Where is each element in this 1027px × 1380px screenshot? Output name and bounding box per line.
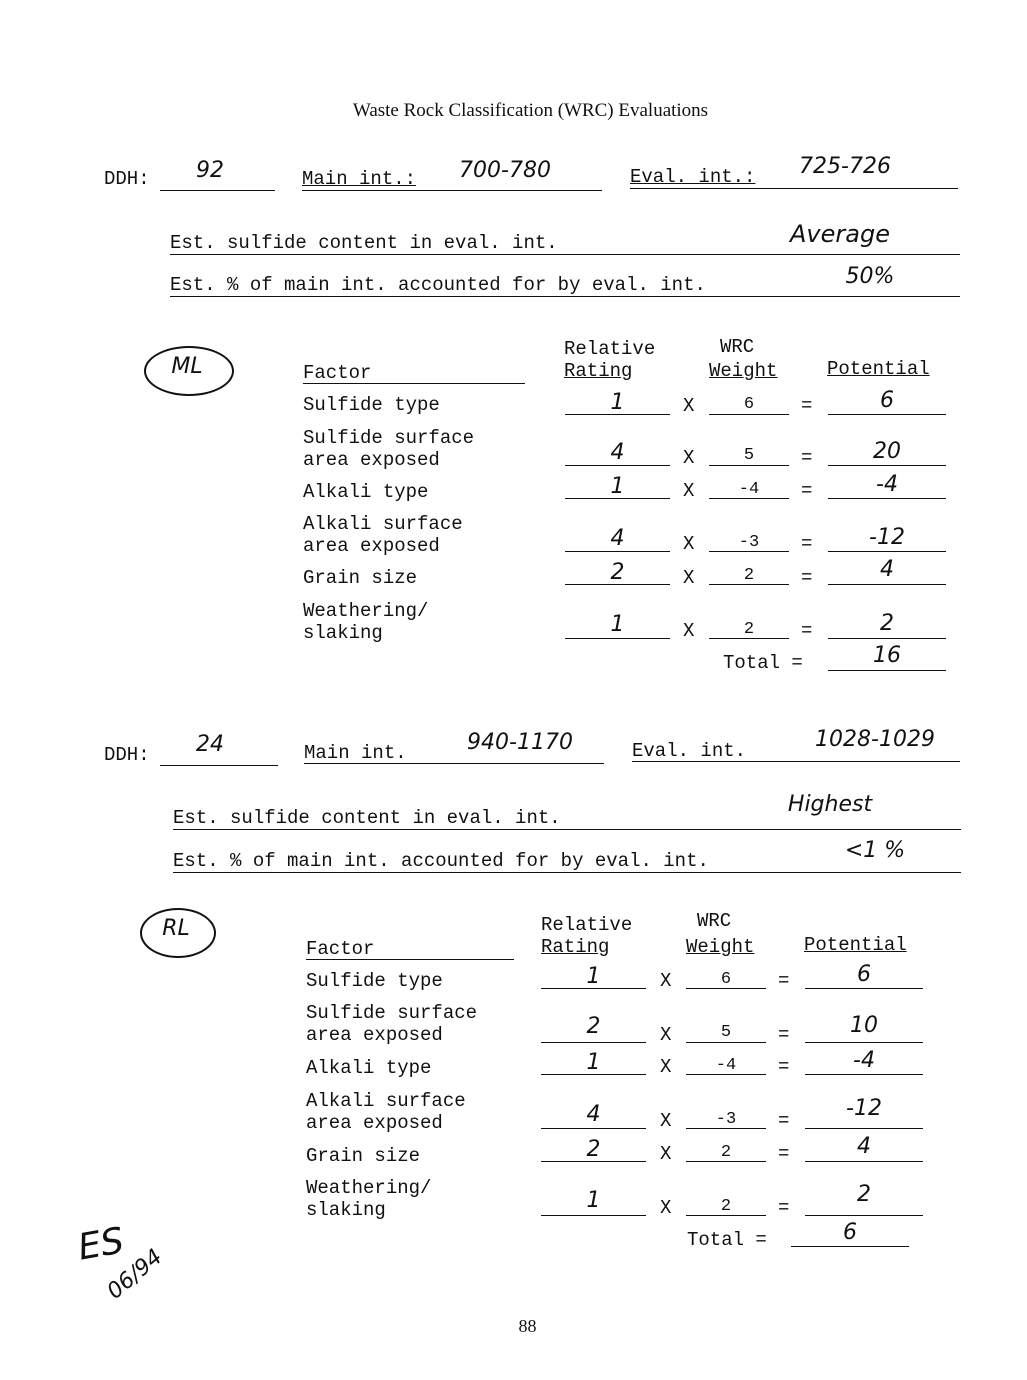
factor-sulfide-surface: Sulfide surface: [306, 1002, 478, 1024]
pct-main-label: Est. % of main int. accounted for by eval. int.: [170, 274, 706, 296]
total-value: 16: [873, 643, 901, 668]
sulfide-content-value: Highest: [787, 792, 873, 817]
eval-int-value: 1028-1029: [815, 727, 935, 752]
multiply-sign: X: [683, 395, 695, 417]
factor-weathering: Weathering/: [303, 600, 429, 622]
potential-heading: Potential: [827, 358, 930, 380]
rating-value: 1: [610, 390, 625, 415]
potential-value: -4: [853, 1048, 875, 1073]
multiply-sign: X: [660, 1143, 672, 1165]
equals-sign: =: [801, 480, 813, 502]
weight-heading: Weight: [709, 360, 778, 382]
sulfide-content-label: Est. sulfide content in eval. int.: [170, 232, 558, 254]
potential-value: 4: [880, 557, 894, 582]
weight-value: -3: [738, 533, 760, 552]
initials-mark: ES: [74, 1220, 128, 1269]
potential-value: -4: [876, 472, 898, 497]
equals-sign: =: [801, 567, 813, 589]
eval-int-label: Eval. int.: [632, 740, 747, 762]
multiply-sign: X: [683, 447, 695, 469]
page-title: Waste Rock Classification (WRC) Evaluations: [352, 100, 709, 121]
rating-value: 2: [610, 560, 625, 585]
weight-value: -3: [715, 1110, 737, 1129]
weight-value: 2: [743, 620, 755, 639]
multiply-sign: X: [683, 620, 695, 642]
pct-main-value: 50%: [845, 264, 895, 289]
wrc-heading: WRC: [697, 910, 732, 932]
relative-heading: Relative: [541, 914, 633, 936]
potential-value: -12: [869, 525, 905, 550]
rating-value: 1: [610, 612, 625, 637]
weight-value: -4: [715, 1056, 737, 1075]
potential-value: 10: [850, 1013, 878, 1038]
rating-value: 2: [586, 1014, 601, 1039]
weight-value: 2: [720, 1197, 732, 1216]
rating-value: 1: [586, 1188, 601, 1213]
eval-int-value: 725-726: [799, 154, 891, 179]
wrc-heading: WRC: [720, 336, 755, 358]
pct-main-label: Est. % of main int. accounted for by eval. int.: [173, 850, 709, 872]
factor-weathering-line2: slaking: [303, 622, 383, 644]
potential-heading: Potential: [804, 934, 907, 956]
factor-weathering: Weathering/: [306, 1177, 432, 1199]
total-value: 6: [843, 1220, 857, 1245]
potential-value: 2: [880, 611, 894, 636]
weight-value: 2: [720, 1143, 732, 1162]
potential-value: 2: [857, 1182, 871, 1207]
factor-heading: Factor: [306, 938, 375, 960]
total-label: Total =: [723, 652, 803, 674]
rating-value: 2: [586, 1137, 601, 1162]
equals-sign: =: [801, 533, 813, 555]
factor-alkali-type: Alkali type: [303, 481, 429, 503]
equals-sign: =: [778, 1197, 790, 1219]
main-int-label: Main int.: [304, 742, 407, 764]
multiply-sign: X: [660, 1197, 672, 1219]
multiply-sign: X: [660, 1110, 672, 1132]
class-mark: ML: [171, 354, 203, 379]
main-int-value: 700-780: [459, 158, 551, 183]
rating-value: 1: [586, 1050, 601, 1075]
rating-value: 4: [610, 440, 625, 465]
factor-sulfide-surface-line2: area exposed: [306, 1024, 443, 1046]
equals-sign: =: [801, 447, 813, 469]
pct-main-value: <1 %: [844, 838, 906, 863]
equals-sign: =: [778, 1056, 790, 1078]
factor-sulfide-type: Sulfide type: [306, 970, 443, 992]
factor-grain-size: Grain size: [306, 1145, 421, 1167]
weight-value: 2: [743, 566, 755, 585]
factor-alkali-surface-line2: area exposed: [306, 1112, 443, 1134]
rating-heading: Rating: [564, 360, 633, 382]
rating-value: 4: [586, 1102, 601, 1127]
potential-value: 6: [880, 388, 894, 413]
initials-date: 06/94: [102, 1244, 168, 1305]
factor-alkali-surface-line2: area exposed: [303, 535, 440, 557]
ddh-label: DDH:: [104, 168, 150, 190]
weight-value: 6: [720, 970, 732, 989]
factor-grain-size: Grain size: [303, 567, 418, 589]
equals-sign: =: [778, 1110, 790, 1132]
rating-heading: Rating: [541, 936, 610, 958]
potential-value: 20: [873, 439, 901, 464]
sulfide-content-label: Est. sulfide content in eval. int.: [173, 807, 561, 829]
weight-value: 5: [720, 1023, 732, 1042]
equals-sign: =: [801, 395, 813, 417]
factor-sulfide-surface-line2: area exposed: [303, 449, 440, 471]
total-label: Total =: [687, 1229, 767, 1251]
eval-int-label: Eval. int.:: [630, 166, 756, 188]
potential-value: 4: [857, 1134, 871, 1159]
weight-value: -4: [738, 480, 760, 499]
potential-value: 6: [857, 962, 871, 987]
rating-value: 1: [610, 474, 625, 499]
sulfide-content-value: Average: [790, 220, 890, 248]
ddh-value: 92: [196, 158, 224, 183]
rating-value: 4: [610, 526, 625, 551]
equals-sign: =: [778, 1024, 790, 1046]
relative-heading: Relative: [564, 338, 656, 360]
equals-sign: =: [778, 970, 790, 992]
equals-sign: =: [778, 1143, 790, 1165]
factor-heading: Factor: [303, 362, 372, 384]
weight-heading: Weight: [686, 936, 755, 958]
page-number: 88: [518, 1316, 537, 1336]
multiply-sign: X: [660, 970, 672, 992]
multiply-sign: X: [683, 567, 695, 589]
multiply-sign: X: [683, 533, 695, 555]
main-int-label: Main int.:: [302, 168, 417, 190]
weight-value: 5: [743, 446, 755, 465]
factor-weathering-line2: slaking: [306, 1199, 386, 1221]
factor-alkali-surface: Alkali surface: [303, 513, 463, 535]
multiply-sign: X: [660, 1056, 672, 1078]
factor-sulfide-type: Sulfide type: [303, 394, 440, 416]
main-int-value: 940-1170: [467, 730, 573, 755]
ddh-value: 24: [196, 732, 224, 757]
multiply-sign: X: [683, 480, 695, 502]
factor-alkali-surface: Alkali surface: [306, 1090, 466, 1112]
equals-sign: =: [801, 620, 813, 642]
multiply-sign: X: [660, 1024, 672, 1046]
weight-value: 6: [743, 395, 755, 414]
class-mark: RL: [162, 916, 190, 941]
ddh-label: DDH:: [104, 744, 150, 766]
rating-value: 1: [586, 964, 601, 989]
potential-value: -12: [846, 1096, 882, 1121]
factor-alkali-type: Alkali type: [306, 1057, 432, 1079]
factor-sulfide-surface: Sulfide surface: [303, 427, 475, 449]
